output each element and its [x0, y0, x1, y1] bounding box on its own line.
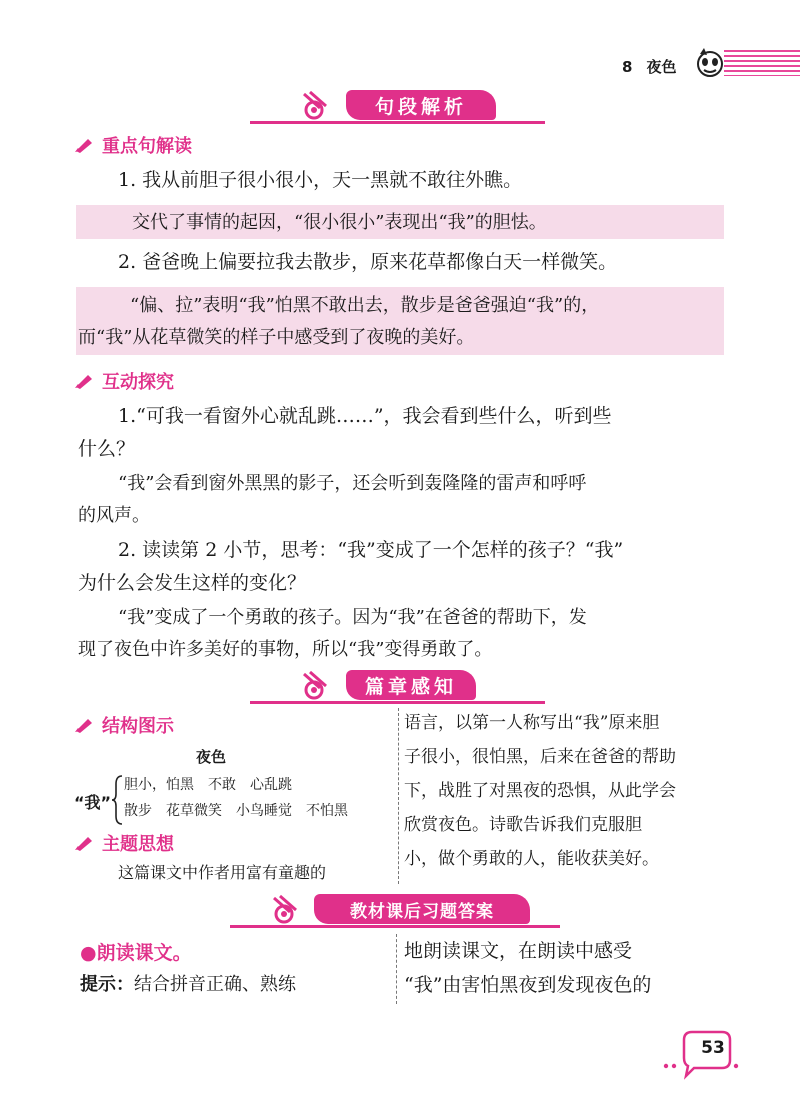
theme-right-line: 欣赏夜色。诗歌告诉我们克服胆: [404, 815, 642, 835]
hint-text: 结合拼音正确、熟练: [134, 974, 296, 995]
note-box-2: [76, 287, 724, 355]
diagram-title: 夜色: [196, 748, 227, 766]
pencil-icon: [74, 373, 94, 389]
subheading-explore: 互动探究: [74, 368, 174, 394]
running-header: [622, 56, 676, 77]
banner-ribbon-icon: [300, 670, 346, 702]
banner-ribbon-icon: [270, 894, 316, 926]
diagram-brace: [110, 774, 124, 826]
cartoon-face-icon: [694, 46, 726, 80]
subheading-theme: 主题思想: [74, 830, 174, 856]
question-1-line1: 1.“可我一看窗外心就乱跳……”，我会看到些什么，听到些: [118, 405, 612, 427]
subheading-key-sentences: 重点句解读: [74, 132, 192, 158]
subheading-structure: 结构图示: [74, 712, 174, 738]
question-1-line2: 什么？: [78, 438, 136, 460]
pencil-icon: [74, 835, 94, 851]
question-2-line1: 2. 读读第 2 小节，思考：“我”变成了一个怎样的孩子？“我”: [118, 539, 624, 561]
theme-right-line: 语言，以第一人称写出“我”原来胆: [404, 713, 660, 733]
answer-hint: [80, 970, 296, 996]
diagram-row-1: 胆小，怕黑 不敢 心乱跳: [124, 777, 292, 793]
section-banner-chapter: [250, 670, 545, 704]
answer-2-line2: 现了夜色中许多美好的事物，所以“我”变得勇敢了。: [78, 639, 493, 660]
column-divider: [396, 934, 397, 1004]
note-1: 交代了事情的起因，“很小很小”表现出“我”的胆怯。: [132, 212, 547, 233]
key-sentence-1: 1. 我从前胆子很小很小，天一黑就不敢往外瞧。: [118, 169, 523, 191]
answer-item-heading: ●朗读课文。: [80, 942, 192, 964]
column-divider: [398, 708, 399, 884]
theme-right-line: 小，做个勇敢的人，能收获美好。: [404, 849, 659, 869]
page-number: 53: [701, 1038, 725, 1058]
answer-right-line1: 地朗读课文，在朗读中感受: [404, 940, 633, 962]
section-banner-analysis: [250, 90, 545, 124]
hint-label: 提示：: [80, 974, 134, 995]
pencil-icon: [74, 137, 94, 153]
theme-right-line: 子很小，很怕黑，后来在爸爸的帮助: [404, 747, 676, 767]
section-title: 句段解析: [346, 90, 496, 120]
diagram-row-2: 散步 花草微笑 小鸟睡觉 不怕黑: [124, 803, 348, 819]
answer-right-line2: “我”由害怕黑夜到发现夜色的: [404, 974, 652, 996]
answer-2-line1: “我”变成了一个勇敢的孩子。因为“我”在爸爸的帮助下，发: [118, 607, 587, 628]
note-2-line2: 而“我”从花草微笑的样子中感受到了夜晚的美好。: [78, 327, 475, 348]
header-stripes: [724, 50, 800, 76]
lesson-number: 8: [622, 58, 633, 76]
theme-right-line: 下，战胜了对黑夜的恐惧，从此学会: [404, 781, 676, 801]
section-title: 教材课后习题答案: [314, 894, 530, 924]
answer-1-line1: “我”会看到窗外黑黑的影子，还会听到轰隆隆的雷声和呼呼: [118, 473, 587, 494]
theme-right-text: [404, 706, 726, 876]
key-sentence-2: 2. 爸爸晚上偏要拉我去散步，原来花草都像白天一样微笑。: [118, 251, 618, 273]
answer-1-line2: 的风声。: [78, 505, 150, 526]
pencil-icon: [74, 717, 94, 733]
note-box-1: [76, 205, 724, 239]
note-2-line1: “偏、拉”表明“我”怕黑不敢出去，散步是爸爸强迫“我”的，: [130, 295, 600, 316]
theme-left-line: 这篇课文中作者用富有童趣的: [118, 863, 327, 882]
diagram-subject: “我”: [74, 793, 112, 812]
question-2-line2: 为什么会发生这样的变化？: [78, 572, 307, 594]
lesson-title: 夜色: [646, 58, 677, 76]
banner-ribbon-icon: [300, 90, 346, 122]
section-title: 篇章感知: [346, 670, 476, 700]
section-banner-answers: [230, 894, 560, 928]
